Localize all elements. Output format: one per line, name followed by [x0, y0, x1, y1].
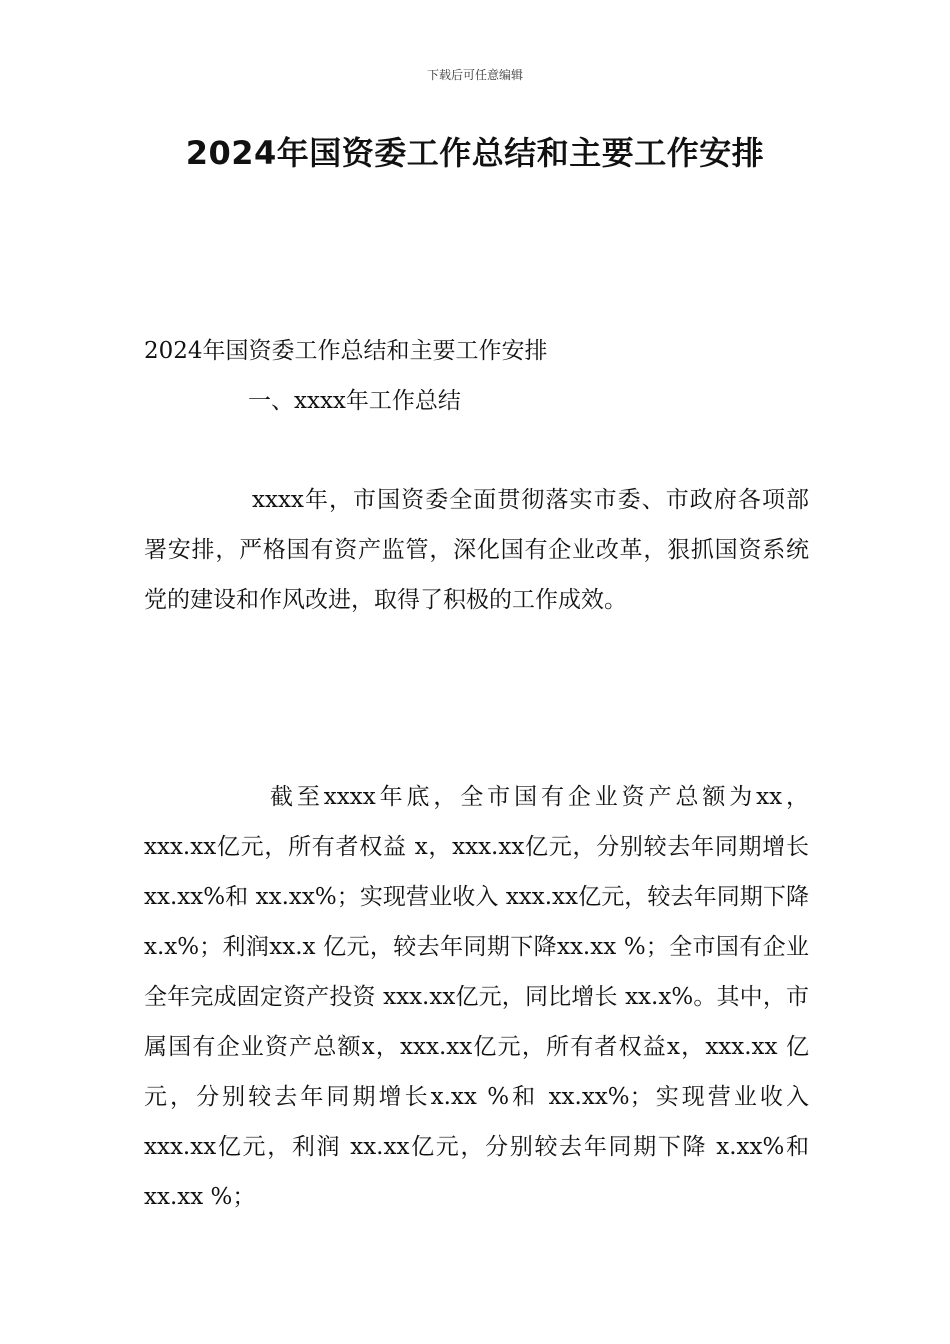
section-heading: 一、xxxx年工作总结 [248, 388, 461, 414]
paragraph-statistics: 截至xxxx年底，全市国有企业资产总额为xx，xxx.xx亿元，所有者权益 x，xxx.xx亿元，分别较去年同期增长 xx.xx%和 xx.xx%；实现营业收入 xxx.xx亿元，较去年同期下降 x.x%；利润xx.x 亿元，较去年同期下降xx.xx %；全市国有企业全年完成固定资产投资 xxx.xx亿元，同比增长 xx.x%。其中，市属国有企业资产总额x，xxx.xx亿元，所有者权益x，xxx.xx 亿元，分别较去年同期增长x.xx %和 xx.xx%；实现营业收入 xxx.xx亿元，利润 xx.xx亿元，分别较去年同期下降 x.xx%和xx.xx %； [144, 784, 809, 1210]
header-note: 下载后可任意编辑 [426, 68, 523, 82]
document-title: 2024年国资委工作总结和主要工作安排 [185, 134, 765, 172]
document-subtitle: 2024年国资委工作总结和主要工作安排 [144, 338, 548, 364]
paragraph-intro: xxxx年，市国资委全面贯彻落实市委、市政府各项部署安排，严格国有资产监管，深化国有企业改革，狠抓国资系统党的建设和作风改进，取得了积极的工作成效。 [144, 487, 809, 613]
